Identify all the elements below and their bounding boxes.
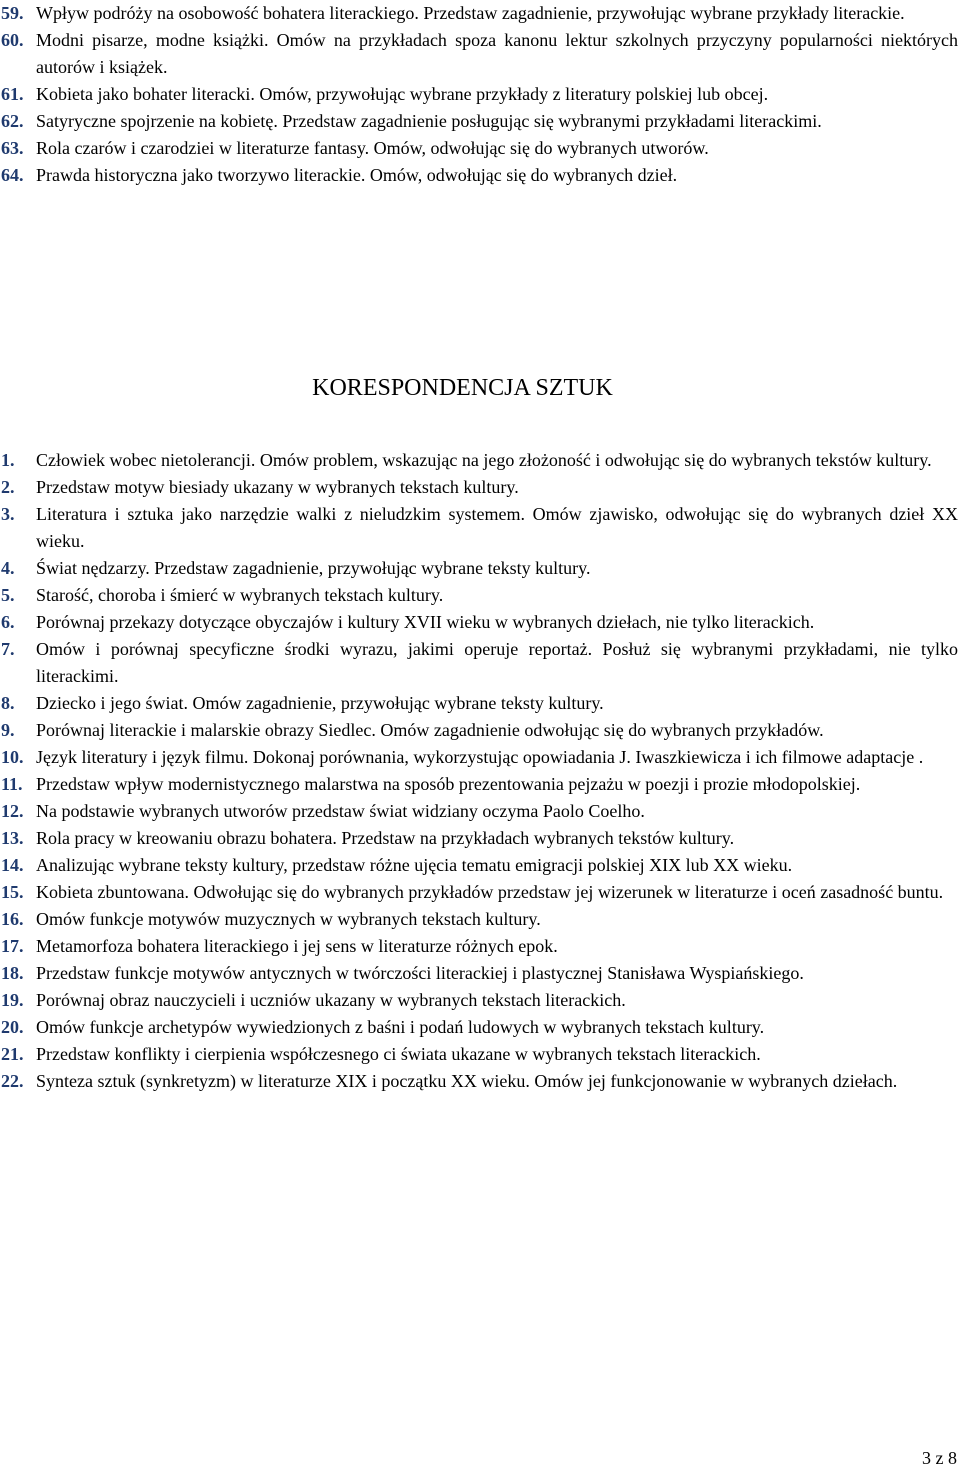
topic-text: Porównaj literackie i malarskie obrazy Siedlec. Omów zagadnienie odwołując się do wybranych przykładów.: [36, 720, 824, 740]
topic-text: Człowiek wobec nietolerancji. Omów problem, wskazując na jego złożoność i odwołując się do wybranych tekstów kultury.: [36, 450, 932, 470]
topic-text: Modni pisarze, modne książki. Omów na przykładach spoza kanonu lektur szkolnych przyczyny popularności niektórych autorów i książek.: [36, 30, 958, 77]
topic-item: [0, 555, 960, 582]
topic-number: 10.: [1, 747, 24, 767]
topic-number: 15.: [1, 882, 24, 902]
topic-item: [0, 798, 960, 825]
topic-text: Kobieta zbuntowana. Odwołując się do wybranych przykładów przedstaw jej wizerunek w literaturze i oceń zasadność buntu.: [36, 882, 944, 902]
topic-item: [0, 960, 960, 987]
topic-number: 13.: [1, 828, 24, 848]
topic-number: 60.: [1, 30, 24, 50]
topic-item: [0, 108, 960, 135]
topic-item: [0, 135, 960, 162]
topic-item: [0, 81, 960, 108]
topic-item: [0, 0, 960, 27]
topic-number: 7.: [1, 639, 15, 659]
topic-text: Rola czarów i czarodziei w literaturze fantasy. Omów, odwołując się do wybranych utworów.: [36, 138, 709, 158]
topic-text: Przedstaw konflikty i cierpienia współczesnego ci świata ukazane w wybranych tekstach literackich.: [36, 1044, 761, 1064]
topic-text: Dziecko i jego świat. Omów zagadnienie, przywołując wybrane teksty kultury.: [36, 693, 604, 713]
topic-item: [0, 744, 960, 771]
topic-item: [0, 474, 960, 501]
topic-text: Porównaj obraz nauczycieli i uczniów ukazany w wybranych tekstach literackich.: [36, 990, 626, 1010]
topic-item: [0, 717, 960, 744]
topic-text: Rola pracy w kreowaniu obrazu bohatera. Przedstaw na przykładach wybranych tekstów kultury.: [36, 828, 735, 848]
topic-number: 8.: [1, 693, 15, 713]
topic-text: Omów funkcje archetypów wywiedzionych z baśni i podań ludowych w wybranych tekstach kultury.: [36, 1017, 765, 1037]
topic-item: [0, 879, 960, 906]
topic-item: [0, 1014, 960, 1041]
topic-text: Literatura i sztuka jako narzędzie walki z nieludzkim systemem. Omów zjawisko, odwołując się do wybranych dzieł XX wieku.: [36, 504, 958, 551]
topic-item: [0, 906, 960, 933]
topic-number: 19.: [1, 990, 24, 1010]
topic-number: 18.: [1, 963, 24, 983]
topic-text: Przedstaw funkcje motywów antycznych w twórczości literackiej i plastycznej Stanisława Wyspiańskiego.: [36, 963, 804, 983]
topic-text: Prawda historyczna jako tworzywo literackie. Omów, odwołując się do wybranych dzieł.: [36, 165, 678, 185]
topic-number: 16.: [1, 909, 24, 929]
topic-text: Na podstawie wybranych utworów przedstaw świat widziany oczyma Paolo Coelho.: [36, 801, 645, 821]
topic-number: 11.: [1, 774, 23, 794]
topic-number: 59.: [1, 3, 24, 23]
topic-number: 1.: [1, 450, 15, 470]
topic-text: Wpływ podróży na osobowość bohatera literackiego. Przedstaw zagadnienie, przywołując wybrane przykłady literackie.: [36, 3, 905, 23]
topic-item: [0, 636, 960, 690]
topic-number: 17.: [1, 936, 24, 956]
topic-list-continued: [0, 0, 960, 189]
topic-text: Omów funkcje motywów muzycznych w wybranych tekstach kultury.: [36, 909, 541, 929]
topic-text: Przedstaw wpływ modernistycznego malarstwa na sposób prezentowania pejzażu w poezji i prozie młodopolskiej.: [36, 774, 861, 794]
topic-text: Omów i porównaj specyficzne środki wyrazu, jakimi operuje reportaż. Posłuż się wybranymi przykładami, nie tylko literackimi.: [36, 639, 958, 686]
topic-text: Porównaj przekazy dotyczące obyczajów i kultury XVII wieku w wybranych dziełach, nie tylko literackich.: [36, 612, 815, 632]
topic-item: [0, 501, 960, 555]
topic-text: Satyryczne spojrzenie na kobietę. Przedstaw zagadnienie posługując się wybranymi przykładami literackimi.: [36, 111, 822, 131]
topic-number: 5.: [1, 585, 15, 605]
topic-text: Kobieta jako bohater literacki. Omów, przywołując wybrane przykłady z literatury polskiej lub obcej.: [36, 84, 769, 104]
topic-text: Analizując wybrane teksty kultury, przedstaw różne ujęcia tematu emigracji polskiej XIX lub XX wieku.: [36, 855, 793, 875]
topic-item: [0, 1068, 960, 1095]
topic-number: 22.: [1, 1071, 24, 1091]
topic-item: [0, 987, 960, 1014]
topic-number: 14.: [1, 855, 24, 875]
topic-item: [0, 582, 960, 609]
topic-number: 61.: [1, 84, 24, 104]
topic-number: 62.: [1, 111, 24, 131]
topic-list-korespondencja: [0, 447, 960, 1095]
topic-item: [0, 1041, 960, 1068]
topic-text: Przedstaw motyw biesiady ukazany w wybranych tekstach kultury.: [36, 477, 519, 497]
topic-text: Język literatury i język filmu. Dokonaj porównania, wykorzystując opowiadania J. Iwaszkiewicza i ich filmowe adaptacje .: [36, 747, 924, 767]
topic-number: 4.: [1, 558, 15, 578]
topic-number: 20.: [1, 1017, 24, 1037]
topic-number: 21.: [1, 1044, 24, 1064]
topic-number: 6.: [1, 612, 15, 632]
topic-text: Synteza sztuk (synkretyzm) w literaturze XIX i początku XX wieku. Omów jej funkcjonowanie w wybranych dziełach.: [36, 1071, 898, 1091]
section-heading: KORESPONDENCJA SZTUK: [312, 375, 613, 401]
topic-number: 9.: [1, 720, 15, 740]
topic-item: [0, 690, 960, 717]
topic-item: [0, 933, 960, 960]
topic-item: [0, 825, 960, 852]
topic-item: [0, 609, 960, 636]
topic-text: Metamorfoza bohatera literackiego i jej sens w literaturze różnych epok.: [36, 936, 558, 956]
topic-number: 3.: [1, 504, 15, 524]
topic-number: 2.: [1, 477, 15, 497]
page-number: 3 z 8: [922, 1448, 957, 1468]
topic-item: [0, 27, 960, 81]
topic-number: 12.: [1, 801, 24, 821]
topic-text: Starość, choroba i śmierć w wybranych tekstach kultury.: [36, 585, 444, 605]
topic-item: [0, 771, 960, 798]
topic-text: Świat nędzarzy. Przedstaw zagadnienie, przywołując wybrane teksty kultury.: [36, 558, 591, 578]
topic-number: 64.: [1, 165, 24, 185]
topic-item: [0, 162, 960, 189]
topic-item: [0, 447, 960, 474]
topic-number: 63.: [1, 138, 24, 158]
topic-item: [0, 852, 960, 879]
